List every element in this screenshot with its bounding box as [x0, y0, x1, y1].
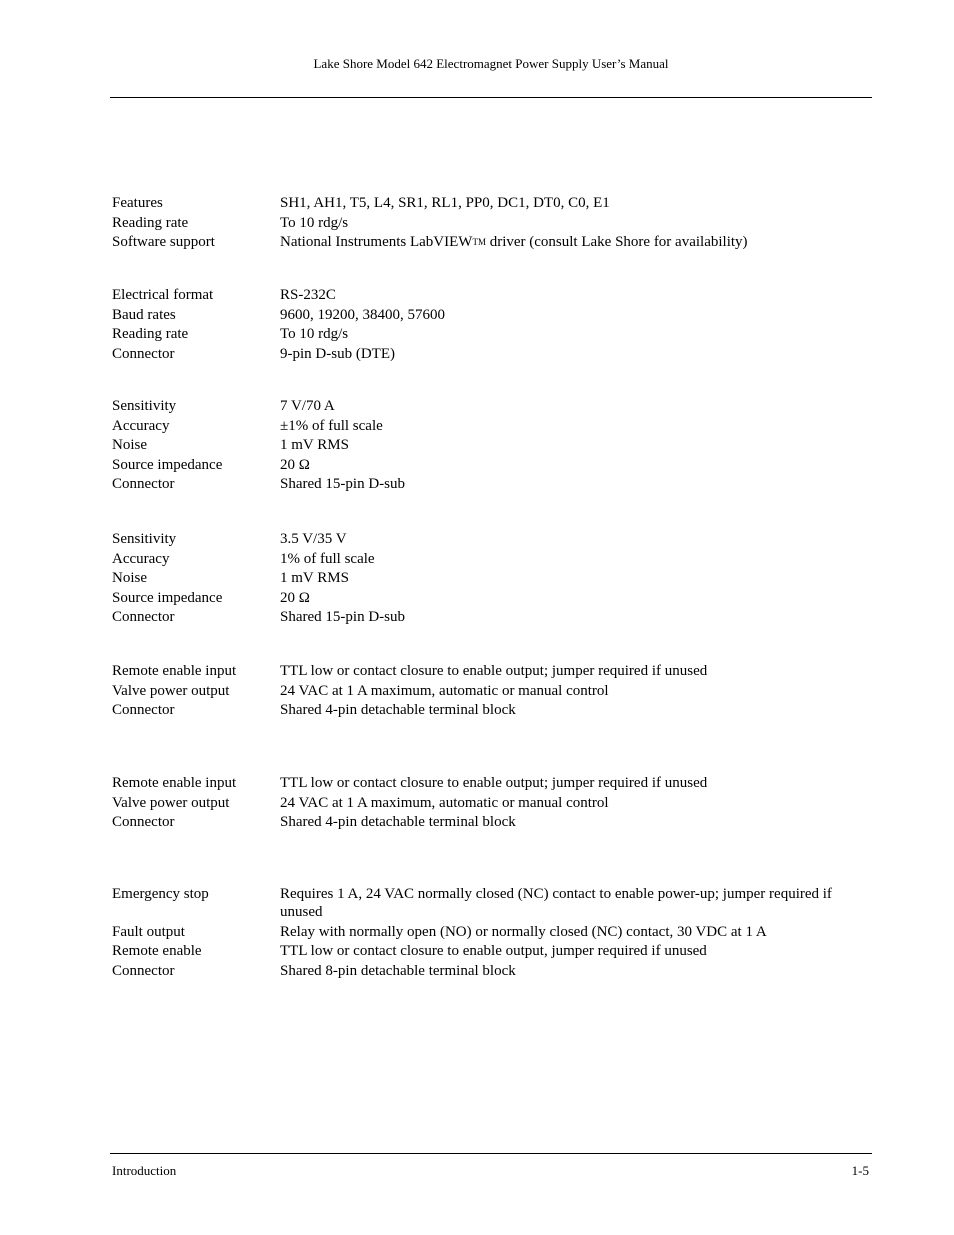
spec-group-serial: [112, 286, 872, 364]
spec-row: [112, 214, 872, 232]
spec-row: [112, 569, 872, 587]
spec-label: Sensitivity: [112, 531, 177, 547]
spec-value: 24 VAC at 1 A maximum, automatic or manual control: [280, 794, 609, 811]
spec-label: Connector: [112, 345, 175, 362]
spec-group-supply-water: [112, 774, 872, 833]
spec-label: Remote enable input: [112, 663, 237, 679]
spec-row: [112, 794, 872, 812]
spec-label: Accuracy: [112, 550, 170, 567]
spec-label: Accuracy: [112, 417, 170, 434]
spec-value: Shared 4-pin detachable terminal block: [280, 814, 516, 831]
spec-group-voltage-monitor: [112, 530, 872, 628]
spec-label: Reading rate: [112, 326, 189, 343]
spec-value: 1 mV RMS: [280, 570, 349, 587]
spec-value: SH1, AH1, T5, L4, SR1, RL1, PP0, DC1, DT0, C0, E1: [280, 195, 610, 211]
spec-label: Connector: [112, 476, 175, 493]
spec-row: [112, 701, 872, 719]
spec-value: [280, 233, 872, 251]
spec-label: Fault output: [112, 923, 185, 940]
spec-row: [112, 233, 872, 251]
spec-row: [112, 417, 872, 435]
page-number: 1-5: [851, 1163, 869, 1178]
spec-label: Electrical format: [112, 287, 214, 303]
spec-label: Valve power output: [112, 682, 230, 699]
footer-section: Introduction: [112, 1163, 177, 1178]
spec-value: 9600, 19200, 38400, 57600: [280, 306, 445, 323]
spec-row: [112, 589, 872, 607]
spec-value: ±1% of full scale: [280, 417, 383, 434]
spec-row: [112, 475, 872, 493]
spec-label: Remote enable: [112, 943, 202, 960]
header-rule: [110, 97, 872, 98]
spec-label: Valve power output: [112, 794, 230, 811]
spec-label: Noise: [112, 437, 147, 454]
spec-label: Remote enable input: [112, 775, 237, 791]
spec-value: TTL low or contact closure to enable output, jumper required if unused: [280, 943, 707, 960]
spec-value: 20 Ω: [280, 589, 310, 606]
spec-value: To 10 rdg/s: [280, 326, 349, 343]
spec-value-text: National Instruments LabVIEW: [280, 234, 473, 251]
spec-value-text: driver (consult Lake Shore for availability): [485, 234, 748, 251]
spec-label: Connector: [112, 814, 175, 831]
spec-value: TTL low or contact closure to enable output; jumper required if unused: [280, 775, 708, 791]
running-header: Lake Shore Model 642 Electromagnet Power Supply User’s Manual: [313, 56, 669, 71]
spec-row: [112, 530, 872, 548]
spec-label: Connector: [112, 962, 175, 979]
spec-row: [112, 194, 872, 212]
spec-value: Shared 8-pin detachable terminal block: [280, 962, 516, 979]
spec-row: [112, 813, 872, 831]
spec-row: [112, 662, 872, 680]
trademark-mark: TM: [472, 237, 486, 248]
spec-value: Shared 4-pin detachable terminal block: [280, 702, 516, 719]
spec-row: [112, 397, 872, 415]
spec-value: To 10 rdg/s: [280, 214, 349, 231]
spec-value: RS-232C: [280, 287, 336, 303]
spec-row: [112, 774, 872, 792]
spec-row: [112, 885, 872, 921]
spec-label: Emergency stop: [112, 886, 209, 902]
spec-row: [112, 306, 872, 324]
spec-value: Shared 15-pin D-sub: [280, 476, 405, 493]
spec-value: 7 V/70 A: [280, 398, 335, 414]
spec-label: Connector: [112, 609, 175, 626]
spec-row: [112, 286, 872, 304]
spec-group-current-monitor: [112, 397, 872, 495]
spec-row: [112, 550, 872, 568]
spec-value: 24 VAC at 1 A maximum, automatic or manual control: [280, 682, 609, 699]
spec-label: Source impedance: [112, 589, 223, 606]
spec-value: 3.5 V/35 V: [280, 531, 347, 547]
spec-value: 1% of full scale: [280, 550, 375, 567]
spec-group-interlock: [112, 885, 872, 981]
spec-label: Connector: [112, 702, 175, 719]
spec-group-magnet-water: [112, 662, 872, 721]
footer-rule: [110, 1153, 872, 1154]
spec-row: [112, 325, 872, 343]
spec-value: TTL low or contact closure to enable output; jumper required if unused: [280, 663, 708, 679]
spec-label: Baud rates: [112, 306, 176, 323]
spec-value: Relay with normally open (NO) or normally closed (NC) contact, 30 VDC at 1 A: [280, 923, 767, 940]
spec-value: 20 Ω: [280, 456, 310, 473]
spec-value: 1 mV RMS: [280, 437, 349, 454]
spec-label: Software support: [112, 234, 215, 251]
spec-value: Shared 15-pin D-sub: [280, 609, 405, 626]
spec-row: [112, 345, 872, 363]
spec-label: Reading rate: [112, 214, 189, 231]
spec-row: [112, 962, 872, 980]
spec-row: [112, 608, 872, 626]
spec-row: [112, 456, 872, 474]
spec-label: Noise: [112, 570, 147, 587]
spec-group-ieee488: [112, 194, 872, 253]
spec-label: Features: [112, 195, 163, 211]
spec-label: Sensitivity: [112, 398, 177, 414]
spec-row: [112, 942, 872, 960]
spec-value: 9-pin D-sub (DTE): [280, 345, 395, 362]
spec-row: [112, 682, 872, 700]
spec-row: [112, 436, 872, 454]
spec-value: Requires 1 A, 24 VAC normally closed (NC) contact to enable power-up; jumper required if unused: [280, 886, 832, 920]
spec-label: Source impedance: [112, 456, 223, 473]
spec-row: [112, 923, 872, 941]
